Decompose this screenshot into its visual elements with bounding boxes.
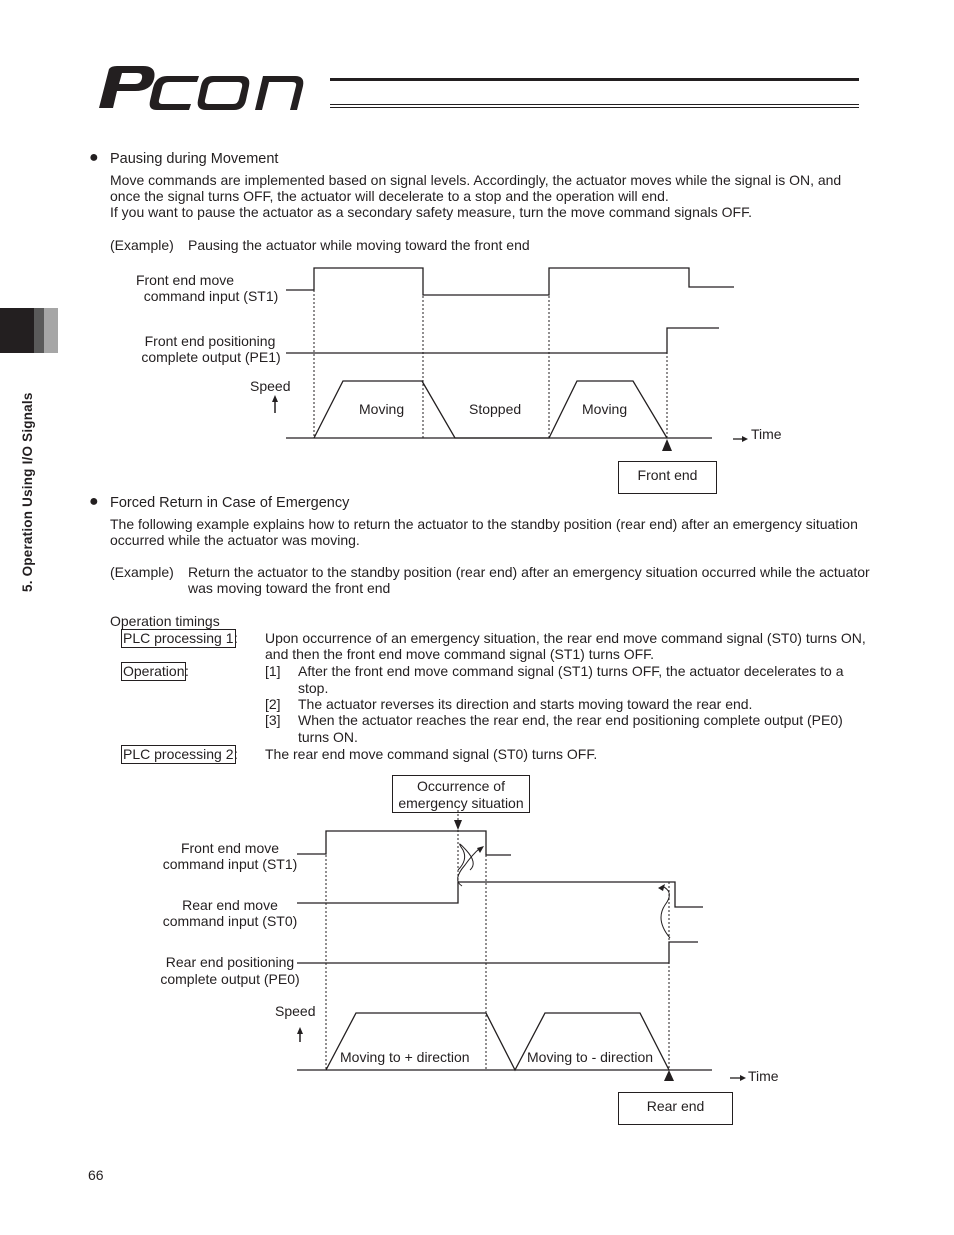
- section1-para-2: once the signal turns OFF, the actuator will decelerate to a stop and the operation will end.: [110, 188, 669, 204]
- d2-curl-1-head: [477, 846, 484, 853]
- timing-diagram-2: [0, 770, 954, 1130]
- op-item-1-line-1: After the front end move command signal (ST1) turns OFF, the actuator decelerates to a: [298, 663, 844, 679]
- op-item-1-num: [1]: [265, 663, 281, 679]
- d1-time-label: Time: [751, 426, 782, 442]
- d2-sig2-line2: command input (ST0): [162, 913, 298, 929]
- section2-example-text-1: Return the actuator to the standby position (rear end) after an emergency situation occurred while the actuator: [188, 564, 870, 580]
- d2-time-label: Time: [748, 1068, 779, 1084]
- d2-pe0-wave: [297, 942, 698, 963]
- op-item-1-line-2: stop.: [298, 680, 329, 696]
- header-rule-bottom2: [330, 107, 859, 108]
- op-item-3-line-1: When the actuator reaches the rear end, the rear end positioning complete output (PE0): [298, 712, 843, 728]
- d2-sig1-line2: command input (ST1): [162, 856, 298, 872]
- plc1-label: PLC processing 1: [123, 630, 234, 646]
- op-item-3-num: [3]: [265, 712, 281, 728]
- plc2-text: The rear end move command signal (ST0) turns OFF.: [265, 746, 598, 762]
- d1-sig2-line2: complete output (PE1): [141, 349, 281, 365]
- d1-speed-arrow-head: [272, 395, 278, 402]
- d2-speed-arrow-head: [297, 1027, 303, 1034]
- d2-emergency-arrow-head: [454, 820, 462, 830]
- d2-sig1-line1: Front end move: [180, 840, 280, 856]
- d1-sig1-line2: command input (ST1): [143, 288, 279, 304]
- d2-st1-wave: [297, 831, 511, 855]
- timing-diagram-1: [0, 255, 954, 500]
- section2-example-text-2: was moving toward the front end: [188, 580, 391, 596]
- section2-para-1: The following example explains how to return the actuator to the standby position (rear end) after an emergency situation: [110, 516, 858, 532]
- d1-front-end-marker: [662, 439, 672, 451]
- plc2-colon: :: [234, 746, 238, 762]
- d2-moving-plus-label: Moving to + direction: [340, 1049, 470, 1065]
- header: [0, 0, 954, 120]
- d2-st0-wave: [297, 882, 703, 907]
- plc1-text-1: Upon occurrence of an emergency situation, the rear end move command signal (ST0) turns ON,: [265, 630, 866, 646]
- section1-example-label: (Example): [110, 237, 174, 253]
- d2-moving-minus-label: Moving to - direction: [527, 1049, 654, 1065]
- bullet-1: ●: [89, 149, 99, 166]
- d1-stopped-label: Stopped: [469, 401, 522, 417]
- d1-st1-wave: [286, 268, 734, 295]
- plc1-text-2: and then the front end move command signal (ST1) turns OFF.: [265, 646, 655, 662]
- d2-rear-end-marker: [664, 1070, 674, 1081]
- plc1-colon: :: [234, 630, 238, 646]
- header-rule-bottom: [330, 104, 859, 105]
- d2-sig2-line1: Rear end move: [182, 897, 278, 913]
- timings-title: Operation timings: [110, 613, 220, 629]
- section1-example-text: Pausing the actuator while moving toward the front end: [188, 237, 530, 253]
- d1-sig2-line1: Front end positioning: [144, 333, 276, 349]
- d2-waveforms: [0, 770, 954, 1130]
- d1-sig1-line1: Front end move: [135, 272, 235, 288]
- chapter-label: 5. Operation Using I/O Signals: [20, 392, 35, 592]
- d2-time-arrow-head: [740, 1075, 746, 1081]
- section2-heading: Forced Return in Case of Emergency: [110, 495, 350, 511]
- section1-heading: Pausing during Movement: [110, 151, 279, 167]
- d2-sig3-line1: Rear end positioning: [165, 954, 295, 970]
- d1-front-end-box: Front end: [618, 461, 717, 494]
- header-rule-top: [330, 78, 859, 81]
- operation-colon: :: [185, 663, 189, 679]
- page-number: 66: [88, 1167, 104, 1183]
- operation-label: Operation: [123, 663, 185, 679]
- bullet-2: ●: [89, 493, 99, 510]
- pcon-logo: [95, 64, 335, 110]
- d2-rear-end-box: Rear end: [618, 1092, 733, 1125]
- op-item-2-line-1: The actuator reverses its direction and starts moving toward the rear end.: [298, 696, 753, 712]
- op-item-2-num: [2]: [265, 696, 281, 712]
- d1-pe1-wave: [286, 328, 719, 353]
- section2-para-2: occurred while the actuator was moving.: [110, 532, 360, 548]
- section1-para-3: If you want to pause the actuator as a secondary safety measure, turn the move command signals OFF.: [110, 204, 752, 220]
- section1-para-1: Move commands are implemented based on signal levels. Accordingly, the actuator moves while the signal is ON, and: [110, 172, 842, 188]
- d2-speed-label: Speed: [275, 1003, 316, 1019]
- d2-emergency-line2: emergency situation: [398, 794, 524, 811]
- d1-time-arrow-head: [742, 436, 748, 442]
- d1-moving1-label: Moving: [359, 401, 405, 417]
- d1-speed-label: Speed: [250, 378, 291, 394]
- d2-curl-2-head: [658, 884, 665, 891]
- plc2-label: PLC processing 2: [123, 746, 234, 762]
- section2-example-label: (Example): [110, 564, 174, 580]
- d2-emergency-line1: Occurrence of: [417, 778, 505, 794]
- op-item-3-line-2: turns ON.: [298, 729, 358, 745]
- d2-sig3-line2: complete output (PE0): [160, 971, 300, 987]
- d1-moving2-label: Moving: [582, 401, 628, 417]
- d1-waveforms: [0, 255, 954, 500]
